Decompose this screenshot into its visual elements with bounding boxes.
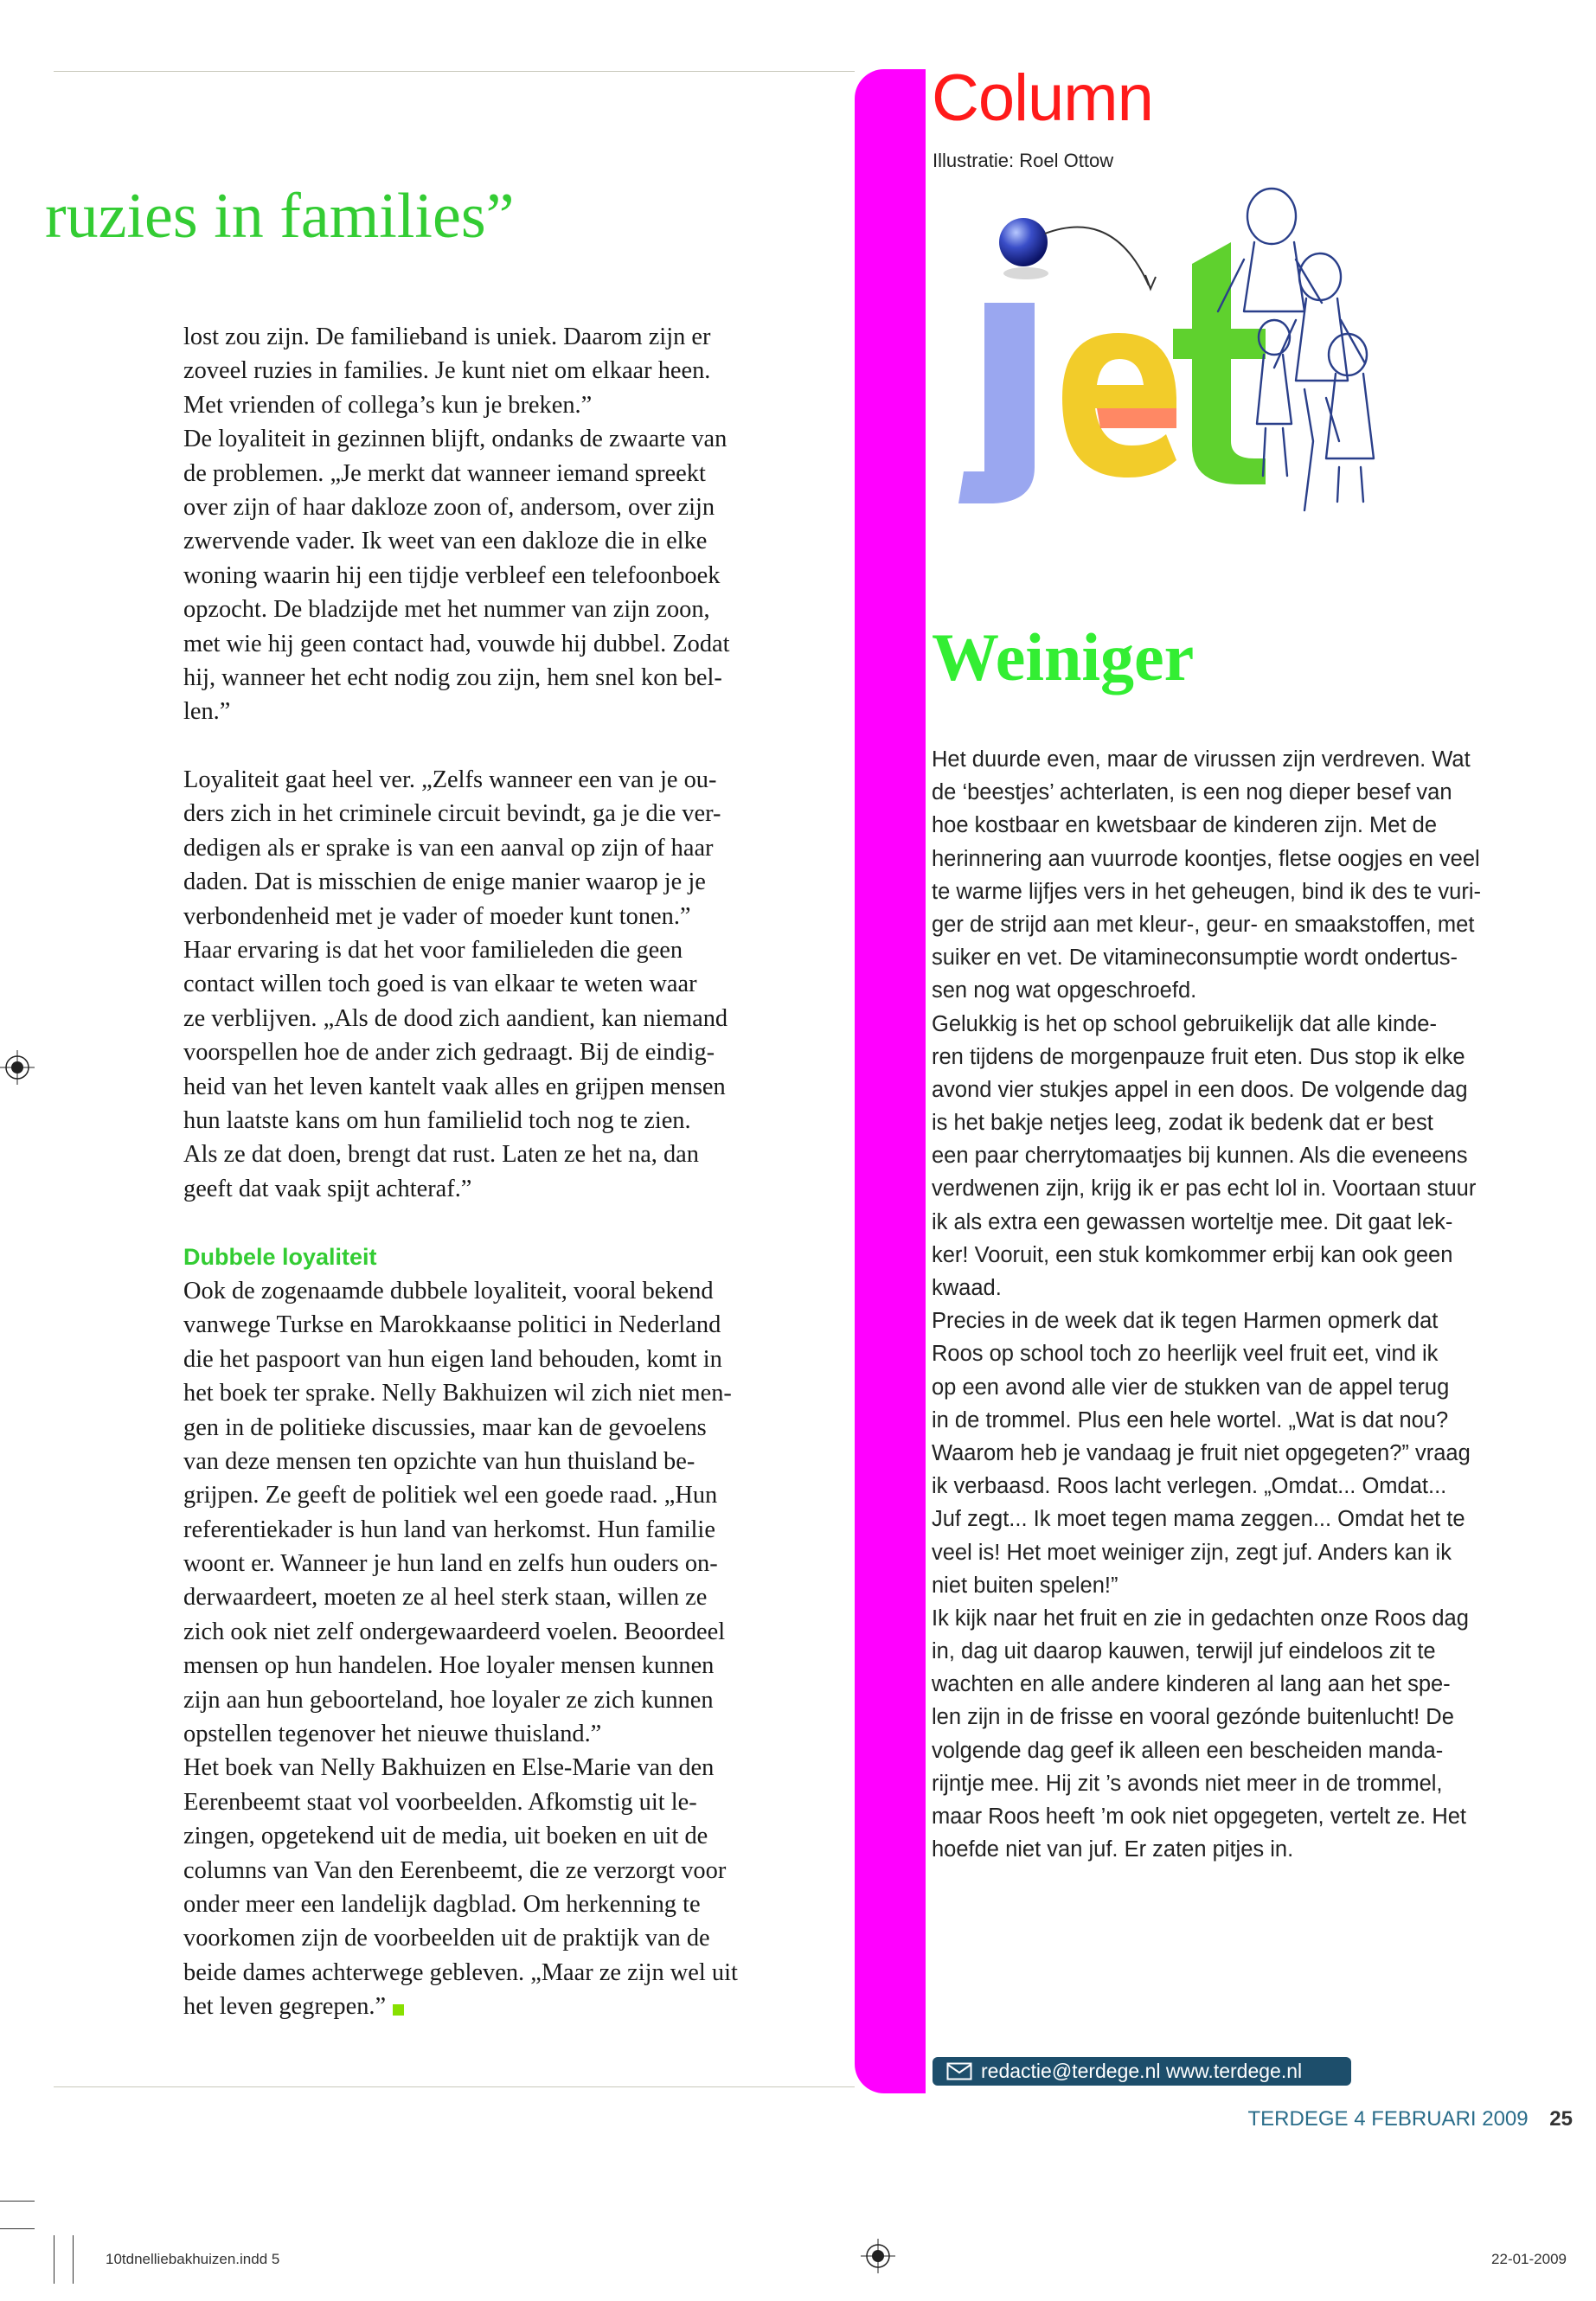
text-line: veel is! Het moet weiniger zijn, zegt juf. Anders kan ik [932,1540,1452,1565]
text-line: Ik kijk naar het fruit en zie in gedachten onze Roos dag [932,1606,1469,1631]
bottom-rule [54,2086,855,2087]
text-line: Gelukkig is het op school gebruikelijk dat alle kinde- [932,1011,1437,1036]
text-line: hoe kostbaar en kwetsbaar de kinderen zijn. Met de [932,813,1438,838]
right-headline: Weiniger [932,619,1195,695]
text-line: vanwege Turkse en Marokkaanse politici in Nederland [183,1311,721,1339]
text-line: verdwenen zijn, krijg ik er pas echt lol in. Voortaan stuur [932,1176,1477,1202]
magenta-band [855,69,926,2093]
text-line: referentiekader is hun land van herkomst. Hun familie [183,1516,715,1543]
text-line: len.” [183,698,231,726]
text-line: hij, wanneer het echt nodig zou zijn, hem snel kon bel- [183,663,722,691]
registration-mark-bottom [861,2239,895,2273]
text-line: woning waarin hij een tijdje verbleef een telefoonboek [183,561,721,589]
text-line [183,1206,806,1240]
text-line: volgende dag geef ik alleen een bescheiden manda- [932,1738,1444,1763]
text-line: kwaad. [932,1276,1002,1300]
text-line: lost zou zijn. De familieband is uniek. Daarom zijn er [183,324,711,350]
text-line: ders zich in het criminele circuit bevindt, ga je die ver- [183,800,721,828]
text-line: Als ze dat doen, brengt dat rust. Laten ze het na, dan [183,1141,699,1169]
text-line: woont er. Wanneer je hun land en zelfs hun ouders on- [183,1550,718,1578]
slug-date: 22-01-2009 [1491,2251,1567,2267]
text-line: ren tijdens de morgenpauze fruit eten. Dus stop ik elke [932,1044,1465,1069]
text-line: heid van het leven kantelt vaak alles en grijpen mensen [183,1073,726,1100]
text-line: suiker en vet. De vitamineconsumptie wordt ondertus- [932,945,1458,971]
section-title: Column [932,61,1153,135]
text-line: Eerenbeemt staat vol voorbeelden. Afkomstig uit le- [183,1788,697,1816]
text-line: opzocht. De bladzijde met het nummer van zijn zoon, [183,596,710,624]
left-headline: ruzies in families” [45,181,515,252]
text-line: wachten en alle andere kinderen al lang aan het spe- [932,1672,1451,1697]
folio [1248,2107,1573,2131]
subheading: Dubbele loyaliteit [183,1243,377,1270]
text-line: in de trommel. Plus een hele wortel. „Wat is dat nou? [932,1407,1449,1433]
text-line: maar Roos heeft ’m ook niet opgegeten, vertelt ze. Het [932,1804,1467,1829]
text-line: ze verblijven. „Als de dood zich aandient, kan niemand [183,1004,728,1032]
text-line: columns van Van den Eerenbeemt, die ze verzorgt voor [183,1856,727,1884]
text-line: ker! Vooruit, een stuk komkommer erbij kan ook geen [932,1242,1453,1267]
text-line: hun laatste kans om hun familielid toch nog te zien. [183,1106,691,1134]
text-line: verbondenheid met je vader of moeder kunt tonen.” [183,902,691,930]
text-line: De loyaliteit in gezinnen blijft, ondanks de zwaarte van [183,426,727,453]
page-number: 25 [1549,2107,1573,2131]
text-line: Het duurde even, maar de virussen zijn verdreven. Wat [932,747,1471,772]
text-line: derwaardeert, moeten ze al heel sterk staan, willen ze [183,1584,708,1612]
text-line: te warme lijfjes vers in het geheugen, bind ik des te vuri- [932,879,1481,904]
text-line: dedigen als er sprake is van een aanval op zijn of haar [183,834,714,862]
registration-mark-left [0,1050,35,1085]
ball-icon [999,218,1048,266]
text-line: Haar ervaring is dat het voor familieleden die geen [183,937,683,965]
text-line: zoveel ruzies in families. Je kunt niet om elkaar heen. [183,357,711,385]
text-line: die het paspoort van hun eigen land behouden, komt in [183,1345,722,1373]
text-line: herinnering aan vuurrode koontjes, fletse oogjes en veel [932,846,1480,871]
text-line: de ‘beestjes’ achterlaten, is een nog dieper besef van [932,780,1452,805]
text-line: voorspellen hoe de ander zich gedraagt. Bij de eindig- [183,1039,715,1067]
text-line: zwervende vader. Ik weet van een dakloze die in elke [183,528,708,555]
text-line: rijntje mee. Hij zit ’s avonds niet meer in de trommel, [932,1771,1443,1796]
text-line: niet buiten spelen!” [932,1573,1118,1598]
end-of-article-mark [393,2004,404,2016]
text-line: op een avond alle vier de stukken van de appel terug [932,1375,1450,1400]
text-line: mensen op hun handelen. Hoe loyaler mensen kunnen [183,1652,715,1680]
text-line: ik als extra een gewassen worteltje mee. Dit gaat lek- [932,1209,1453,1234]
text-line: met wie hij geen contact had, vouwde hij dubbel. Zodat [183,630,730,657]
crop-mark [73,2235,74,2284]
text-line: Met vrienden of collega’s kun je breken.” [183,391,593,419]
text-line: zijn aan hun geboorteland, hoe loyaler ze zich kunnen [183,1686,714,1714]
text-line: gen in de politieke discussies, maar kan de gevoelens [183,1413,707,1441]
text-line: onder meer een landelijk dagblad. Om herkenning te [183,1890,701,1918]
text-line: Ook de zogenaamde dubbele loyaliteit, vooral bekend [183,1277,714,1304]
text-line: avond vier stukjes appel in een doos. De volgende dag [932,1077,1468,1102]
text-line: het leven gegrepen.” [183,1990,806,2023]
left-article-body [183,320,806,2024]
text-line: Het boek van Nelly Bakhuizen en Else-Marie van den [183,1754,715,1782]
text-line: ger de strijd aan met kleur-, geur- en smaakstoffen, met [932,912,1475,937]
text-line: hoefde niet van juf. Er zaten pitjes in. [932,1837,1294,1862]
mail-icon [946,2062,972,2080]
column-body [932,743,1529,1866]
text-line: de problemen. „Je merkt dat wanneer iemand spreekt [183,459,706,487]
text-line: opstellen tegenover het nieuwe thuisland.” [183,1721,602,1748]
crop-mark [0,2201,35,2202]
text-line: van deze mensen ten opzichte van hun thuisland be- [183,1447,695,1475]
text-line: zingen, opgetekend uit de media, uit boeken en uit de [183,1823,708,1850]
text-line: voorkomen zijn de voorbeelden uit de praktijk van de [183,1925,710,1952]
crop-mark [0,2228,35,2229]
text-line: ik verbaasd. Roos lacht verlegen. „Omdat... Omdat... [932,1474,1447,1499]
text-line: Juf zegt... Ik moet tegen mama zeggen... Omdat het te [932,1507,1465,1532]
text-line: is het bakje netjes leeg, zodat ik bedenk dat er best [932,1111,1433,1136]
text-line: Waarom heb je vandaag je fruit niet opgegeten?” vraag [932,1440,1471,1465]
text-line [183,729,806,763]
text-line: beide dames achterwege gebleven. „Maar ze zijn wel uit [183,1958,738,1986]
slug-filename: 10tdnelliebakhuizen.indd 5 [106,2251,280,2267]
text-line: in, dag uit daarop kauwen, terwijl juf eindeloos zit te [932,1639,1436,1664]
text-line: grijpen. Ze geeft de politiek wel een goede raad. „Hun [183,1482,718,1509]
text-line: geeft dat vaak spijt achteraf.” [183,1175,472,1202]
text-line: Roos op school toch zo heerlijk veel fruit eet, vind ik [932,1342,1439,1367]
text-line: Precies in de week dat ik tegen Harmen opmerk dat [932,1309,1439,1334]
text-line: het boek ter sprake. Nelly Bakhuizen wil zich niet men- [183,1380,732,1407]
top-rule [54,71,855,72]
text-line: contact willen toch goed is van elkaar te weten waar [183,971,697,998]
text-line: len zijn in de frisse en vooral gezónde buitenlucht! De [932,1705,1454,1730]
jet-logo-illustration [933,182,1400,528]
text-line: zich ook niet zelf ondergewaardeerd voelen. Beoordeel [183,1618,726,1645]
text-line: Loyaliteit gaat heel ver. „Zelfs wanneer een van je ou- [183,766,717,794]
contact-text[interactable]: redactie@terdege.nl www.terdege.nl [981,2060,1303,2082]
text-line: daden. Dat is misschien de enige manier waarop je je [183,868,706,896]
issue-date: 4 FEBRUARI 2009 [1354,2107,1529,2131]
magazine-name: TERDEGE [1247,2107,1349,2131]
text-line: een paar cherrytomaatjes bij kunnen. Als die eveneens [932,1144,1468,1169]
illustration-credit: Illustratie: Roel Ottow [933,150,1114,171]
contact-bar[interactable] [933,2057,1351,2086]
text-line: sen nog wat opgeschroefd. [932,978,1197,1003]
text-line: over zijn of haar dakloze zoon of, andersom, over zijn [183,493,715,521]
